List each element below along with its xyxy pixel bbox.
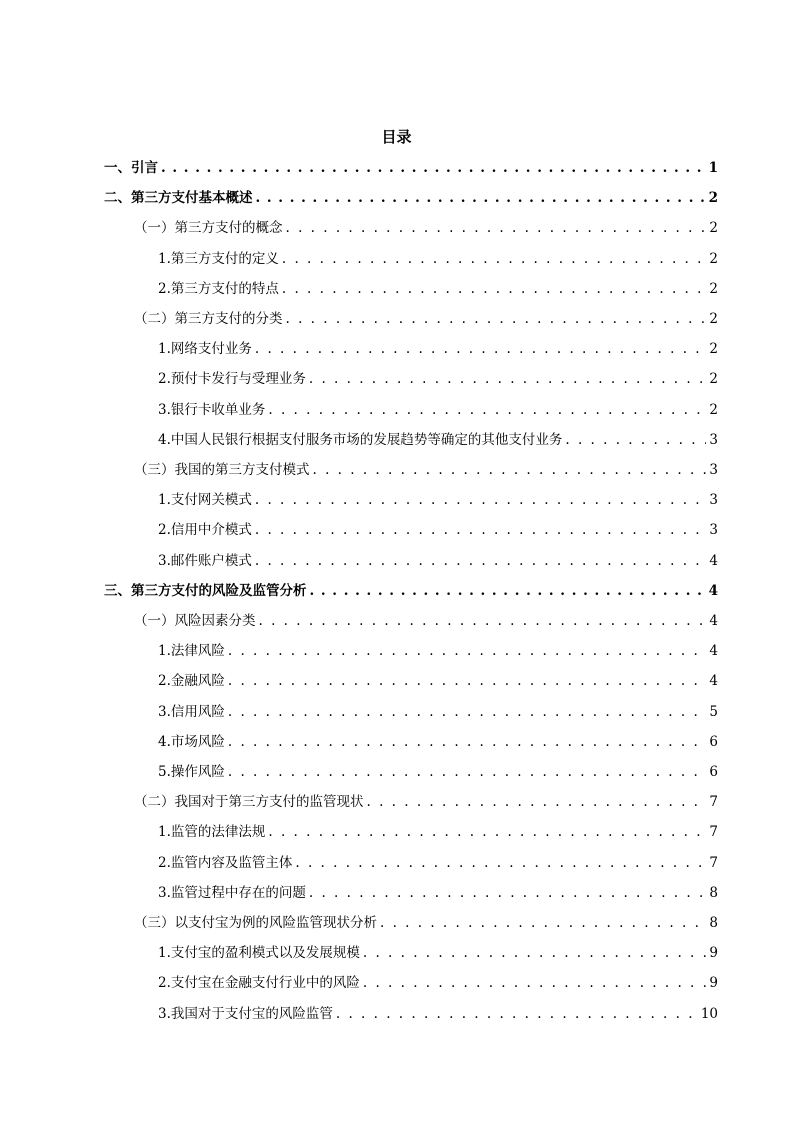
toc-page-number: 3	[709, 492, 718, 509]
toc-entry-text: （一）风险因素分类	[134, 613, 256, 629]
toc-entry[interactable]	[158, 760, 718, 784]
toc-dot-leader	[380, 911, 706, 935]
toc-dot-leader	[363, 971, 707, 995]
toc-entry-text: 2.预付卡发行与受理业务	[158, 371, 306, 388]
toc-dot-leader	[309, 881, 707, 905]
toc-dot-leader	[310, 579, 706, 603]
toc-entry-text: 三、第三方支付的风险及监管分析	[104, 582, 307, 599]
toc-dot-leader	[259, 609, 707, 633]
toc-entry[interactable]	[158, 488, 718, 512]
toc-entry-text: 1.监管的法律法规	[158, 824, 266, 841]
toc-dot-leader	[228, 730, 707, 754]
toc-entry-text: 2.信用中介模式	[158, 522, 252, 539]
toc-entry-text: 3.银行卡收单业务	[158, 401, 266, 418]
toc-dot-leader	[313, 458, 707, 482]
toc-page-number: 2	[709, 371, 718, 388]
toc-entry-text: 1.支付宝的盈利模式以及发展规模	[158, 945, 360, 962]
toc-entry[interactable]	[158, 851, 718, 875]
toc-page-number: 6	[709, 764, 718, 780]
toc-dot-leader	[295, 851, 706, 875]
toc-entry[interactable]	[104, 579, 718, 603]
toc-dot-leader	[255, 337, 707, 361]
toc-entry-text: （二）第三方支付的分类	[134, 311, 283, 327]
toc-page-number: 2	[709, 280, 718, 297]
toc-page-number: 10	[700, 1005, 718, 1022]
toc-page-number: 2	[709, 220, 718, 237]
toc-entry[interactable]	[158, 971, 718, 995]
toc-entry-text: 3.邮件账户模式	[158, 552, 252, 569]
toc-entry[interactable]	[158, 247, 718, 271]
toc-dot-leader	[255, 488, 707, 512]
toc-entry[interactable]	[104, 186, 718, 210]
toc-entry[interactable]	[158, 730, 718, 754]
toc-page-number: 8	[709, 915, 718, 931]
toc-dot-leader	[367, 790, 707, 814]
toc-entry-text: 1.网络支付业务	[158, 341, 252, 358]
toc-entry[interactable]	[158, 669, 718, 693]
toc-page-number: 4	[709, 552, 718, 569]
toc-entry[interactable]	[158, 549, 718, 573]
toc-entry-text: （三）我国的第三方支付模式	[134, 462, 310, 478]
toc-entry-text: 4.中国人民银行根据支付服务市场的发展趋势等确定的其他支付业务	[158, 431, 563, 448]
toc-entry[interactable]	[158, 367, 718, 391]
toc-entry-text: 1.支付网关模式	[158, 492, 252, 509]
toc-dot-leader	[286, 216, 707, 240]
toc-page-number: 8	[709, 884, 718, 901]
toc-page-number: 1	[708, 160, 718, 176]
toc-page-number: 2	[709, 250, 718, 267]
toc-page-number: 7	[709, 824, 718, 841]
toc-entry-text: 3.我国对于支付宝的风险监管	[158, 1005, 333, 1022]
toc-page-number: 2	[708, 190, 718, 207]
toc-page-number: 9	[709, 945, 718, 962]
toc-entry[interactable]	[134, 216, 718, 240]
toc-dot-leader	[336, 1002, 698, 1026]
toc-dot-leader	[161, 156, 706, 180]
toc-entry[interactable]	[134, 458, 718, 482]
toc-dot-leader	[228, 669, 707, 693]
toc-entry-text: 2.第三方支付的特点	[158, 280, 279, 297]
toc-entry-text: 4.市场风险	[158, 733, 225, 750]
toc-dot-leader	[228, 760, 707, 784]
toc-entry-text: 2.金融风险	[158, 673, 225, 690]
toc-entry[interactable]	[134, 911, 718, 935]
toc-entry[interactable]	[158, 277, 718, 301]
toc-entry-text: 3.信用风险	[158, 703, 225, 720]
toc-entry-text: 2.支付宝在金融支付行业中的风险	[158, 975, 360, 992]
toc-entry-text: 3.监管过程中存在的问题	[158, 884, 306, 901]
toc-entry[interactable]	[158, 518, 718, 542]
toc-entry-text: 5.操作风险	[158, 764, 225, 780]
toc-dot-leader	[282, 277, 707, 301]
toc-entry[interactable]	[158, 337, 718, 361]
toc-dot-leader	[256, 186, 706, 210]
toc-page-number: 4	[709, 613, 718, 629]
toc-page-number: 5	[709, 703, 718, 720]
toc-entry[interactable]	[104, 156, 718, 180]
toc-title: 目录	[381, 128, 412, 146]
toc-entry-text: （二）我国对于第三方支付的监管现状	[134, 794, 364, 811]
toc-entry[interactable]	[134, 790, 718, 814]
toc-dot-leader	[228, 700, 707, 724]
toc-entry-text: （三）以支付宝为例的风险监管现状分析	[134, 915, 377, 931]
toc-entry-text: 一、引言	[104, 160, 158, 176]
toc-entry-text: 1.第三方支付的定义	[158, 250, 279, 267]
toc-entry[interactable]	[158, 820, 718, 844]
toc-entry[interactable]	[158, 398, 718, 422]
toc-page-number: 2	[709, 341, 718, 358]
toc-entry-text: 1.法律风险	[158, 643, 225, 660]
toc-page-number: 4	[709, 673, 718, 690]
toc-entry[interactable]	[134, 307, 718, 331]
toc-dot-leader	[255, 549, 707, 573]
toc-page-number: 7	[709, 794, 718, 811]
toc-dot-leader	[565, 428, 706, 452]
toc-dot-leader	[268, 398, 706, 422]
toc-page-number: 6	[709, 733, 718, 750]
toc-dot-leader	[309, 367, 707, 391]
toc-dot-leader	[363, 941, 707, 965]
toc-dot-leader	[286, 307, 707, 331]
toc-entry[interactable]	[158, 700, 718, 724]
toc-dot-leader	[228, 639, 707, 663]
toc-page-number: 3	[709, 462, 718, 478]
toc-dot-leader	[282, 247, 707, 271]
toc-page-number: 2	[709, 401, 718, 418]
toc-page-number: 3	[709, 431, 718, 448]
toc-entry[interactable]	[158, 1002, 718, 1026]
toc-entry[interactable]	[158, 941, 718, 965]
toc-entry[interactable]	[158, 428, 718, 452]
toc-entry[interactable]	[134, 609, 718, 633]
toc-entry[interactable]	[158, 881, 718, 905]
toc-page-number: 3	[709, 522, 718, 539]
toc-dot-leader	[268, 820, 706, 844]
toc-entry[interactable]	[158, 639, 718, 663]
toc-entry-text: （一）第三方支付的概念	[134, 220, 283, 237]
toc-page-number: 2	[709, 311, 718, 327]
toc-dot-leader	[255, 518, 707, 542]
toc-entry-text: 二、第三方支付基本概述	[104, 190, 253, 207]
toc-page-number: 4	[709, 643, 718, 660]
toc-entry-text: 2.监管内容及监管主体	[158, 854, 293, 871]
toc-page-number: 9	[709, 975, 718, 992]
toc-page-number: 4	[708, 582, 718, 599]
toc-page-number: 7	[709, 854, 718, 871]
